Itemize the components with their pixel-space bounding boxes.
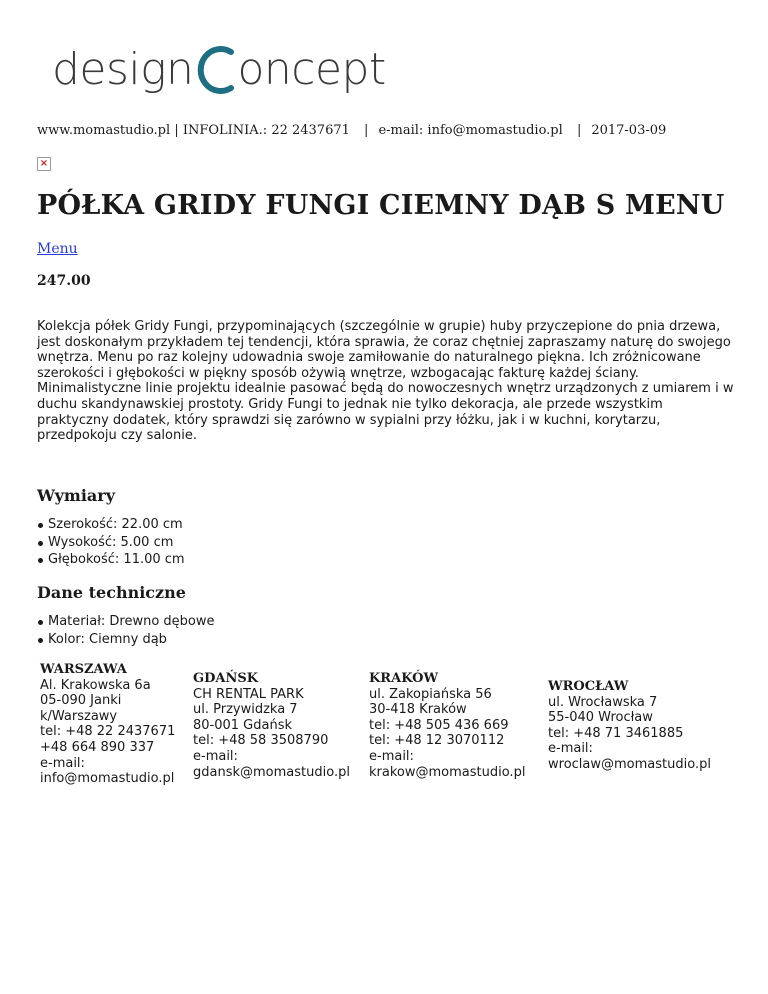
site-url[interactable]: www.momastudio.pl: [37, 123, 171, 138]
separator: |: [576, 123, 582, 138]
product-price: 247.00: [37, 273, 91, 289]
branch-line: 55-040 Wrocław: [548, 710, 653, 726]
technical-heading: Dane techniczne: [37, 583, 186, 602]
branch-line: ul. Wrocławska 7: [548, 694, 658, 710]
branch-phone: tel: +48 12 3070112: [369, 733, 505, 749]
branch-line: e-mail:: [369, 748, 414, 764]
branch-line: ul. Przywidzka 7: [193, 702, 298, 718]
branch-phone: +48 664 890 337: [40, 739, 155, 755]
branch-city: WARSZAWA: [40, 662, 127, 677]
header-email[interactable]: e-mail: info@momastudio.pl: [378, 123, 563, 138]
branch-phone: tel: +48 22 2437671: [40, 724, 176, 740]
branch-phone: tel: +48 71 3461885: [548, 725, 684, 741]
technical-list: [37, 613, 215, 648]
branch-email[interactable]: wroclaw@momastudio.pl: [548, 756, 711, 772]
product-title: PÓŁKA GRIDY FUNGI CIEMNY DĄB S MENU: [37, 190, 725, 221]
branch-line: k/Warszawy: [40, 708, 118, 724]
product-description: Kolekcja półek Gridy Fungi, przypominających (szczególnie w grupie) huby przyczepione do pnia drzewa, jest doskonałym przykładem tej tendencji, która sprawia, że coraz chętniej zapraszamy naturę do swojego wnętrza. Menu po raz kolejny udowadnia swoje zamiłowanie do naturalnego piękna. Ich zróżnicowane szerokości i głębokości w piękny sposób ożywią wnętrze, wzbogacając fakturę każdej ściany. Minimalistyczne linie projektu idealnie pasować będą do nowoczesnych wnętrz urządzonych z umiarem i w duchu skandynawskiej prostoty. Gridy Fungi to jednak nie tylko dekoracja, ale przede wszystkim praktyczny dodatek, który sprawdzi się zarówno w sypialni przy łóżku, jak i w kuchni, korytarzu, przedpokoju czy salonie.: [37, 319, 734, 444]
broken-image-icon: ×: [37, 157, 51, 171]
brand-link[interactable]: Menu: [37, 241, 78, 257]
branch-city: WROCŁAW: [548, 679, 629, 694]
branch-email[interactable]: krakow@momastudio.pl: [369, 764, 526, 780]
branch-warszawa: [40, 662, 190, 787]
branch-krakow: [369, 671, 539, 780]
logo-text-design: design: [52, 44, 194, 95]
logo-text-oncept: oncept: [237, 44, 386, 95]
branch-line: CH RENTAL PARK: [193, 686, 304, 702]
branch-line: Al. Krakowska 6a: [40, 677, 151, 693]
list-item: Głębokość: 11.00 cm: [37, 551, 185, 569]
branch-line: 80-001 Gdańsk: [193, 717, 293, 733]
list-item: Materiał: Drewno dębowe: [37, 613, 215, 631]
infoline: | INFOLINIA.: 22 2437671: [174, 123, 350, 138]
branch-phone: tel: +48 505 436 669: [369, 717, 509, 733]
branch-gdansk: [193, 671, 363, 780]
logo-c-mark: [193, 38, 237, 102]
separator: |: [364, 123, 369, 138]
list-item: Szerokość: 22.00 cm: [37, 516, 185, 534]
header-date: 2017-03-09: [591, 123, 667, 138]
dimensions-heading: Wymiary: [37, 486, 116, 505]
branch-line: 30-418 Kraków: [369, 702, 467, 718]
branch-line: e-mail:: [548, 741, 593, 757]
list-item: Kolor: Ciemny dąb: [37, 631, 215, 649]
branch-email[interactable]: gdansk@momastudio.pl: [193, 764, 350, 780]
branch-phone: tel: +48 58 3508790: [193, 733, 329, 749]
list-item: Wysokość: 5.00 cm: [37, 534, 185, 552]
branch-line: ul. Zakopiańska 56: [369, 686, 492, 702]
dimensions-list: [37, 516, 185, 569]
branch-city: KRAKÓW: [369, 671, 439, 686]
branch-wroclaw: [548, 679, 728, 773]
branch-line: e-mail:: [40, 755, 85, 771]
branch-line: e-mail:: [193, 748, 238, 764]
header-contact-line: [37, 123, 666, 138]
branch-email[interactable]: info@momastudio.pl: [40, 771, 175, 787]
branch-city: GDAŃSK: [193, 671, 259, 686]
branch-line: 05-090 Janki: [40, 693, 122, 709]
